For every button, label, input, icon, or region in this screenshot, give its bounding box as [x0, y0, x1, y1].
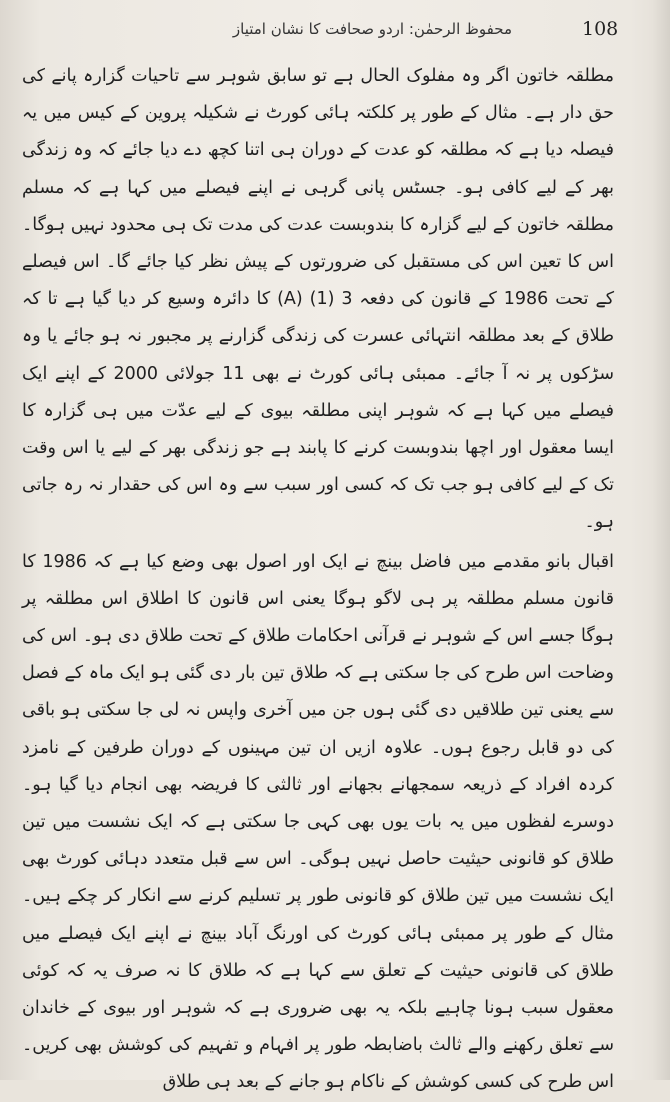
paragraph: مطلقہ خاتون اگر وہ مفلوک الحال ہے تو سابق شوہر سے تاحیات گزارہ پانے کی حق دار ہے۔ مثال کے طور پر کلکتہ ہائی کورٹ نے شکیلہ پروین کے کیس میں یہ فیصلہ دیا ہے کہ مطلقہ کو عدت کے دوران ہی اتنا کچھ دے دیا جائے کہ وہ زندگی بھر کے لیے کافی ہو۔ جسٹس پانی گرہی نے اپنے فیصلے میں کہا ہے کہ مسلم مطلقہ خاتون کے لیے گزارہ کا بندوبست عدت کی مدت تک ہی محدود نہیں ہوگا۔ اس کا تعین اس کی مستقبل کی ضرورتوں کے پیش نظر کیا جائے گا۔ اس فیصلے کے تحت 1986 کے قانون کی دفعہ 3 (1) (A) کا دائرہ وسیع کر دیا گیا ہے تا کہ طلاق کے بعد مطلقہ انتہائی عسرت کی زندگی گزارنے پر مجبور نہ ہو جائے یا وہ سڑکوں پر نہ آ جائے۔ ممبئی ہائی کورٹ نے بھی 11 جولائی 2000 کے اپنے ایک فیصلے میں کہا ہے کہ شوہر اپنی مطلقہ بیوی کے لیے عدّت میں ہی گزارہ کا ایسا معقول اور اچھا بندوبست کرنے کا پابند ہے جو زندگی بھر کے لیے یا اس وقت تک کے لیے کافی ہو جب تک کہ کسی اور سبب سے وہ اس کی حقدار نہ رہ جاتی ہو۔ [21, 66, 615, 533]
page-number: 108 [582, 18, 619, 40]
body-text [22, 58, 614, 1102]
paragraph: اقبال بانو مقدمے میں فاضل بینچ نے ایک اور اصول بھی وضع کیا ہے کہ 1986 کا قانون مسلم مطلقہ پر ہی لاگو ہوگا یعنی اس قانون کا اطلاق اس مطلقہ پر ہوگا جسے اس کے شوہر نے قرآنی احکامات طلاق کے تحت طلاق دی ہو۔ اس کی وضاحت اس طرح کی جا سکتی ہے کہ طلاق تین بار دی گئی ہو ایک ماہ کے فصل سے یعنی تین طلاقیں دی گئی ہوں جن میں آخری واپس نہ لی جا سکتی ہو باقی کی دو قابل رجوع ہوں۔ علاوہ ازیں ان تین مہینوں کے دوران طرفین کے نامزد کردہ افراد کے ذریعہ سمجھانے بجھانے اور ثالثی کا فریضہ بھی انجام دیا گیا ہو۔ دوسرے لفظوں میں یہ بات یوں بھی کہی جا سکتی ہے کہ ایک نشست میں تین طلاق کو قانونی حیثیت حاصل نہیں ہوگی۔ اس سے قبل متعدد دہائی کورٹ بھی ایک نشست میں تین طلاق کو قانونی طور پر تسلیم کرنے سے انکار کر چکے ہیں۔ مثال کے طور پر ممبئی ہائی کورٹ کی اورنگ آباد بینچ نے اپنے ایک فیصلے میں طلاق کی قانونی حیثیت کے تعلق سے کہا ہے کہ طلاق کا نہ صرف یہ کہ کوئی معقول سبب ہونا چاہیے بلکہ یہ بھی ضروری ہے کہ شوہر اور بیوی کے خاندان سے تعلق رکھنے والے ثالث باضابطہ طور پر افہام و تفہیم کی کوشش بھی کریں۔ اس طرح کی کسی کوشش کے ناکام ہو جانے کے بعد ہی طلاق [22, 551, 614, 1093]
page-gutter-shadow [652, 0, 670, 1080]
running-title: محفوظ الرحمٰن: اردو صحافت کا نشان امتیاز [232, 20, 512, 38]
page-header [26, 16, 619, 52]
